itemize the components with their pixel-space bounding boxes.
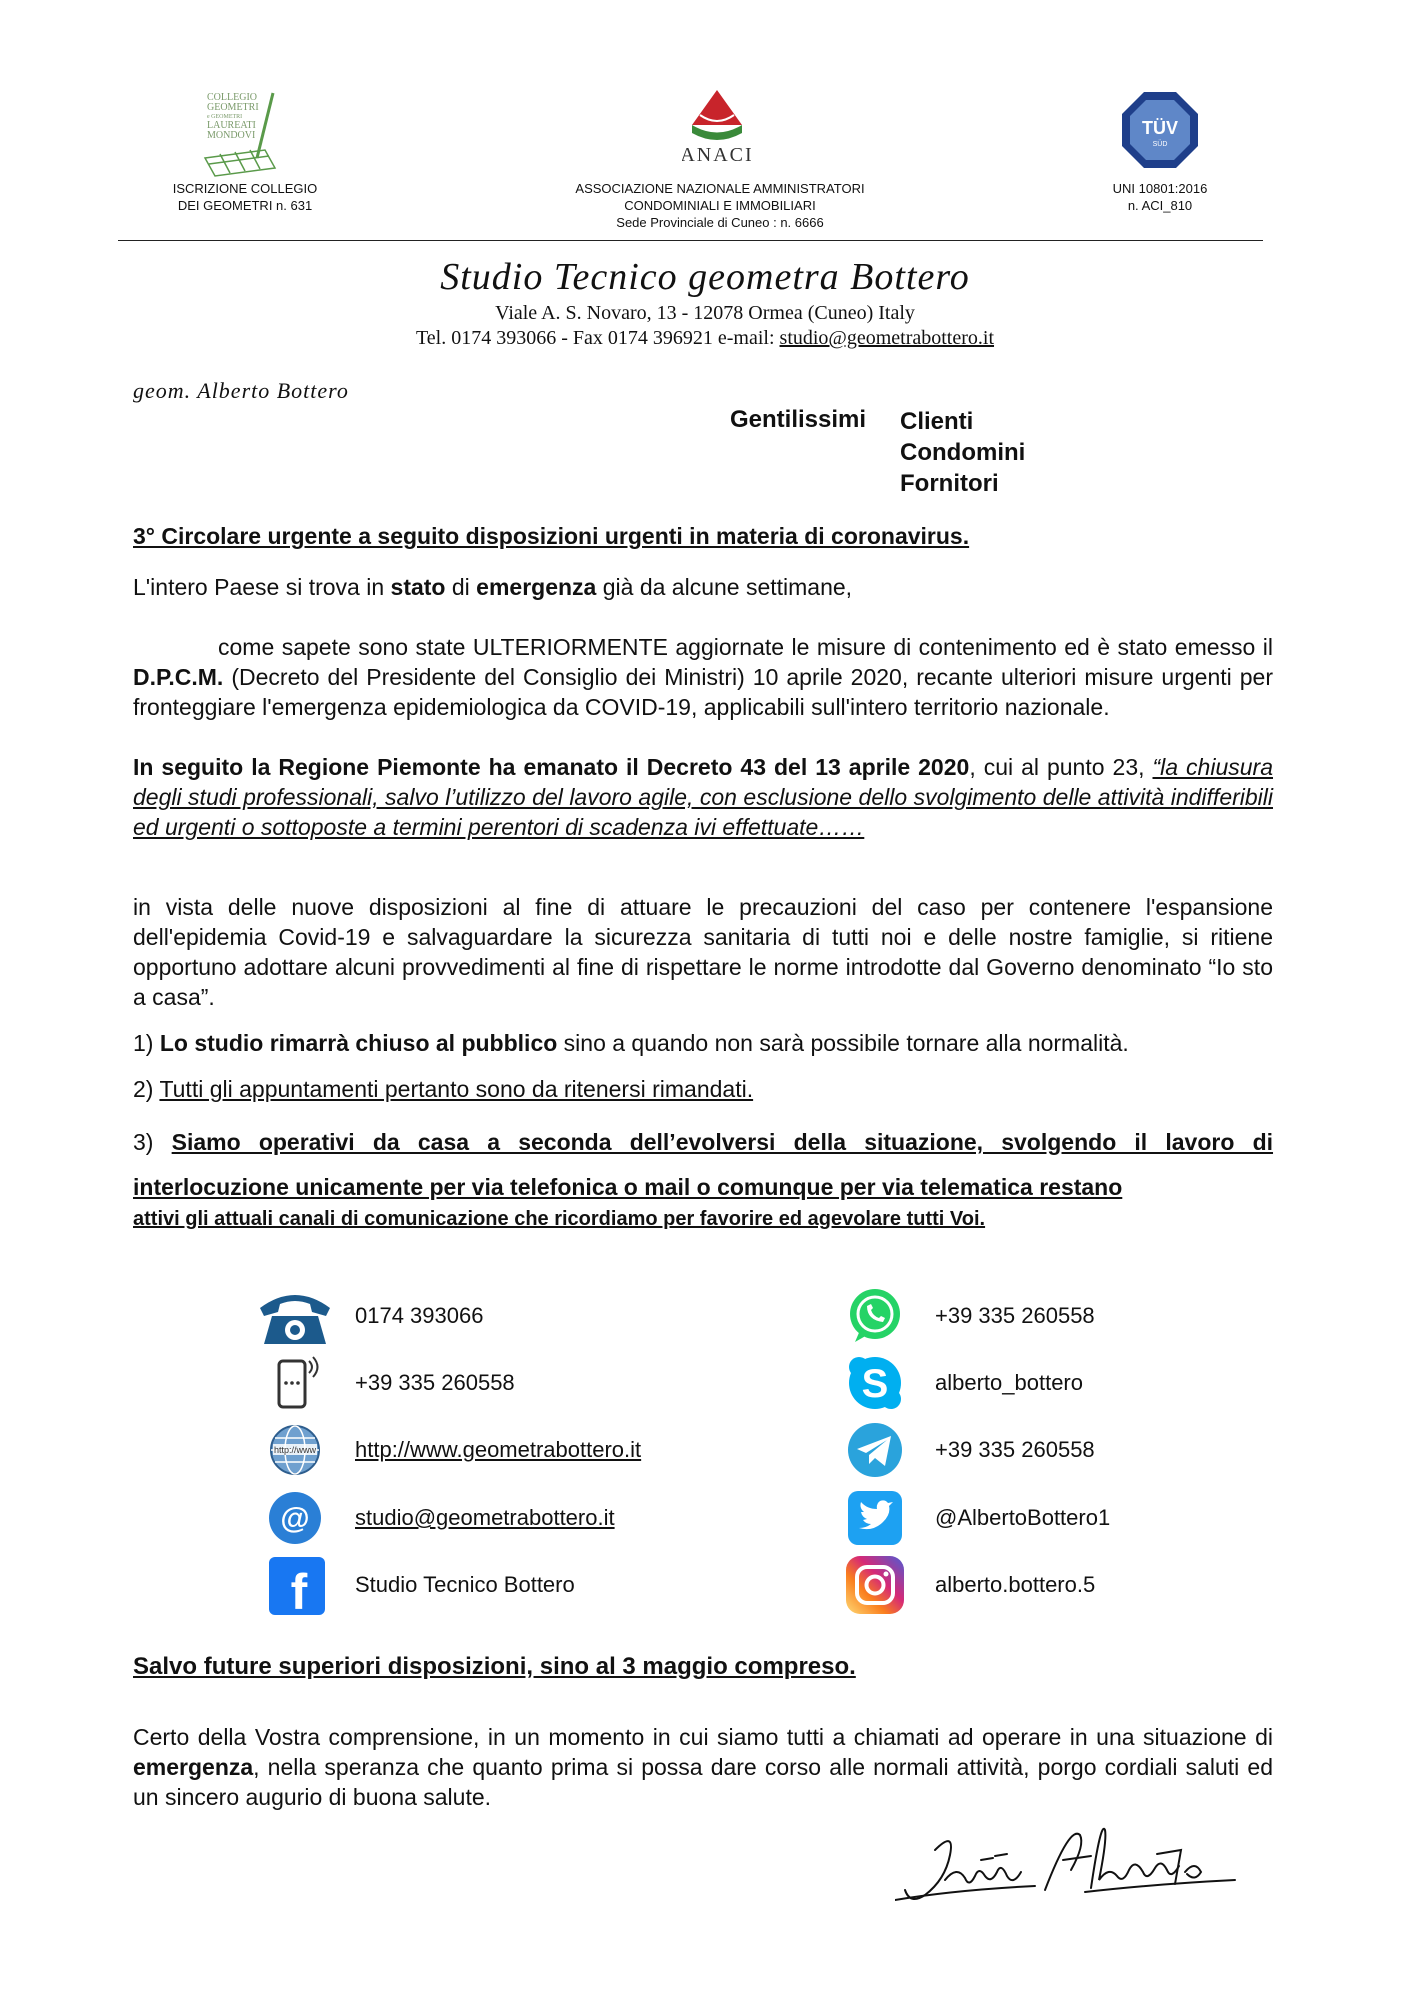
contact-whatsapp-text: +39 335 260558 [935,1303,1095,1328]
contact-mobile-text: +39 335 260558 [355,1370,515,1395]
header-divider [118,240,1263,241]
instagram-icon [844,1554,906,1616]
anaci-logo-text: ANACI [682,144,752,165]
author-name: geom. Alberto Bottero [133,378,349,403]
point-3-tail: attivi gli attuali canali di comunicazione che ricordiamo per favorire ed agevolare tutti Voi. [133,1208,986,1230]
contact-phone [255,1285,483,1347]
collegio-logo [195,88,285,183]
anaci-logo [682,85,752,165]
contact-skype[interactable] [835,1352,1083,1414]
closing-c: , nella speranza che quanto prima si possa dare corso alle normali attività, porgo cordiali saluti ed un sincero augurio di buona salute. [133,1754,1273,1810]
telegram-icon [845,1420,905,1480]
paragraph-4 [133,892,1273,1012]
contact-telegram-text: +39 335 260558 [935,1437,1095,1462]
recipient-fornitori: Fornitori [900,470,999,497]
globe-www-icon [265,1420,325,1480]
studio-email-link[interactable]: studio@geometrabottero.it [779,327,995,349]
svg-text:GEOMETRI: GEOMETRI [207,102,259,113]
p2-a: come sapete sono state ULTERIORMENTE aggiornate le misure di contenimento ed è stato emesso il [218,634,1273,660]
p1-a: L'intero Paese si trova in [133,574,391,600]
svg-text:S: S [861,1362,889,1406]
studio-contacts [300,327,1110,350]
contact-website-link[interactable]: http://www.geometrabottero.it [355,1437,642,1462]
anaci-caption-line1: ASSOCIAZIONE NAZIONALE AMMINISTRATORI [575,181,865,196]
contact-phone-text: 0174 393066 [355,1303,484,1328]
p2-c: (Decreto del Presidente del Consiglio dei Ministri) 10 aprile 2020, recante ulteriori misure urgenti per fronteggiare l'emergenza epidemiologica da COVID-19, applicabili sull'intero territorio nazionale. [133,664,1273,720]
anaci-caption-line2: CONDOMINIALI E IMMOBILIARI [624,198,816,213]
anaci-caption-line3: Sede Provinciale di Cuneo : n. 6666 [616,215,824,230]
contact-facebook[interactable] [255,1554,575,1616]
tuv-caption-line1: UNI 10801:2016 [1112,181,1208,196]
tuv-caption-line2: n. ACI_810 [1127,198,1193,213]
letter-subject: 3° Circolare urgente a seguito disposizioni urgenti in materia di coronavirus. [133,523,970,549]
contact-email-link[interactable]: studio@geometrabottero.it [355,1505,615,1530]
p3-a: In seguito la Regione Piemonte ha emanato il Decreto 43 del 13 aprile 2020 [133,754,970,780]
mobile-phone-icon [265,1353,325,1413]
recipient-condomini: Condomini [900,439,1026,466]
p1-b: stato [390,574,446,600]
point-2-num: 2) [133,1076,160,1102]
contact-whatsapp[interactable] [835,1285,1095,1347]
p1-c: di [445,574,477,600]
contact-twitter[interactable] [835,1487,1110,1549]
collegio-caption-line2: DEI GEOMETRI n. 631 [177,198,313,213]
paragraph-2 [133,632,1273,722]
svg-text:http://www: http://www [273,1445,317,1455]
point-1-num: 1) [133,1030,160,1056]
svg-text:LAUREATI: LAUREATI [207,120,256,131]
contact-website[interactable] [255,1419,641,1481]
tuv-certification-logo [1120,90,1200,170]
svg-text:f: f [290,1564,308,1615]
point-3 [133,1120,1273,1210]
point-2-text: Tutti gli appuntamenti pertanto sono da ritenersi rimandati. [159,1076,754,1102]
contact-instagram[interactable] [835,1554,1095,1616]
paragraph-1 [133,572,1273,602]
facebook-icon [265,1555,325,1615]
contact-mobile [255,1352,515,1414]
studio-name: Studio Tecnico geometra Bottero [440,256,970,298]
contact-skype-text: alberto_bottero [935,1370,1083,1395]
handwritten-signature [895,1810,1245,1920]
closing-b: emergenza [133,1754,254,1780]
closing-a: Certo della Vostra comprensione, in un momento in cui siamo tutti a chiamati ad operare in una situazione di [133,1724,1273,1750]
skype-icon [845,1353,905,1413]
point-2 [133,1076,1273,1103]
svg-text:e GEOMETRI: e GEOMETRI [207,114,243,120]
telephone-icon [256,1286,334,1346]
studio-contacts-prefix: Tel. 0174 393066 - Fax 0174 396921 e-mail: [415,327,780,349]
svg-text:MONDOVI: MONDOVI [207,130,256,141]
tuv-logo-sub: SÜD [1152,141,1168,148]
svg-text:COLLEGIO: COLLEGIO [207,92,257,103]
point-3-text: Siamo operativi da casa a seconda dell’evolversi della situazione, svolgendo il lavoro di interlocuzione unicamente per via telefonica o mail o comunque per via telematica restano [133,1129,1274,1200]
contact-facebook-text: Studio Tecnico Bottero [355,1572,575,1597]
p3-b: , cui al punto 23, [969,754,1153,780]
whatsapp-icon [845,1286,905,1346]
p1-e: già da alcune settimane, [596,574,853,600]
paragraph-3 [133,752,1273,842]
point-3-num: 3) [133,1129,172,1155]
p2-b: D.P.C.M. [133,664,224,690]
collegio-caption-line1: ISCRIZIONE COLLEGIO [172,181,318,196]
studio-address: Viale A. S. Novaro, 13 - 12078 Ormea (Cuneo) Italy [495,302,915,324]
recipient-clienti: Clienti [900,408,974,435]
p1-d: emergenza [476,574,597,600]
contact-instagram-text: alberto.bottero.5 [935,1572,1096,1597]
point-1-bold: Lo studio rimarrà chiuso al pubblico [159,1030,558,1056]
point-1 [133,1030,1273,1057]
closing-paragraph [133,1722,1273,1812]
at-email-icon [265,1488,325,1548]
point-1-rest: sino a quando non sarà possibile tornare alla normalità. [557,1030,1129,1056]
p3-quote: “la chiusura degli studi professionali, salvo l’utilizzo del lavoro agile, con esclusione dello svolgimento delle attività indifferibili ed urgenti o sottoposte a termini perentori di scadenza ivi effettuate…… [133,754,1273,840]
recipients-list [900,406,1025,499]
svg-text:@: @ [280,1502,310,1535]
contact-twitter-text: @AlbertoBottero1 [935,1505,1111,1530]
tuv-logo-text: TÜV [1142,118,1178,138]
twitter-icon [845,1488,905,1548]
p4-text: in vista delle nuove disposizioni al fine di attuare le precauzioni del caso per contenere l'espansione dell'epidemia Covid-19 e salvaguardare la sicurezza sanitaria di tutti noi e delle nostre famiglie, si ritiene opportuno adottare alcuni provvedimenti al fine di rispettare le norme introdotte dal Governo denominato “Io sto a casa”. [133,894,1273,1010]
contact-telegram[interactable] [835,1419,1095,1481]
validity-notice: Salvo future superiori disposizioni, sino al 3 maggio compreso. [133,1653,856,1680]
salutation: Gentilissimi [730,406,867,433]
contact-email[interactable] [255,1487,615,1549]
